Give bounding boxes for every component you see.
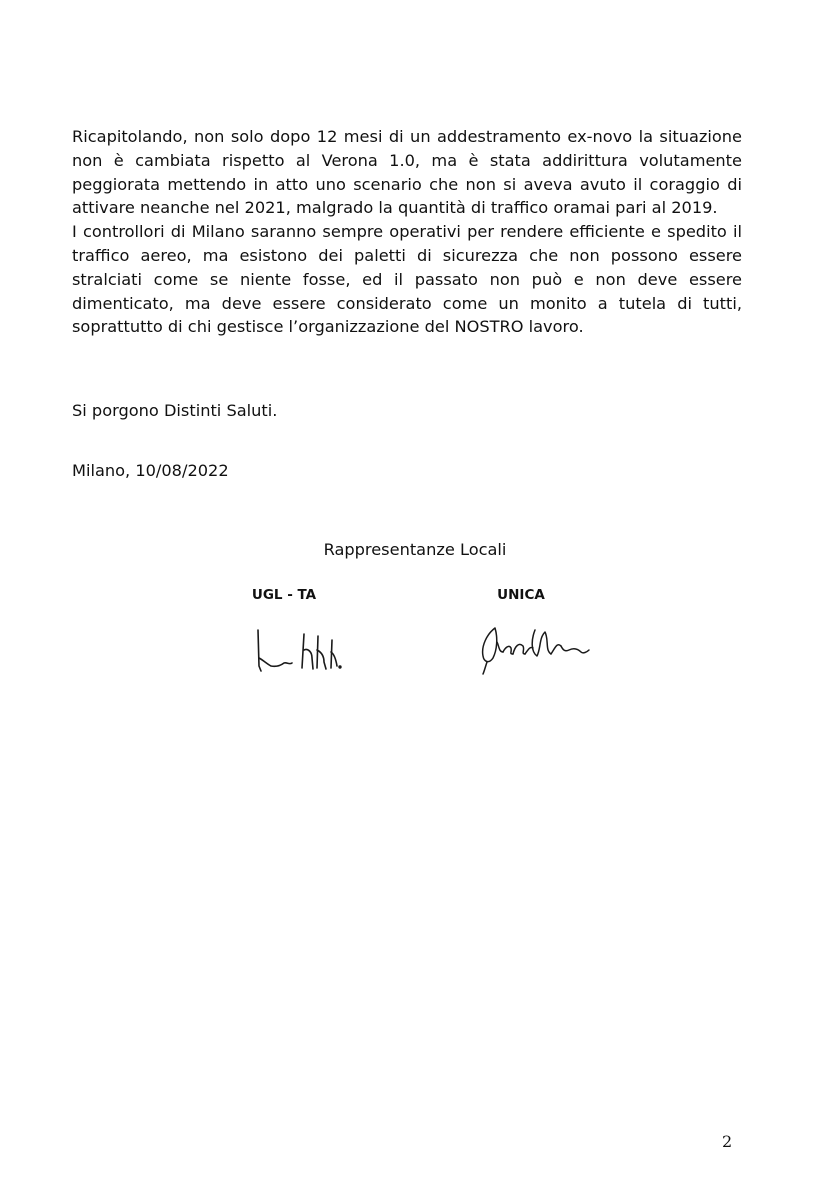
signature-ugl-ta-icon bbox=[240, 622, 350, 677]
signatory-ugl-ta: UGL - TA bbox=[251, 587, 317, 603]
letter-body bbox=[72, 125, 742, 339]
place-and-date: Milano, 10/08/2022 bbox=[72, 461, 229, 480]
page-number: 2 bbox=[722, 1132, 733, 1151]
paragraph-summary: Ricapitolando, non solo dopo 12 mesi di un addestramento ex-novo la situazione non è cambiata rispetto al Verona 1.0, ma è stata addirittura volutamente peggiorata mettendo in atto uno scenario che non si aveva avuto il coraggio di attivare neanche nel 2021, malgrado la quantità di traffico oramai pari al 2019. bbox=[72, 127, 742, 218]
signature-unica-icon bbox=[465, 622, 605, 677]
representatives-heading: Rappresentanze Locali bbox=[323, 540, 507, 559]
closing-salutation: Si porgono Distinti Saluti. bbox=[72, 401, 278, 420]
signatory-unica: UNICA bbox=[497, 587, 545, 603]
paragraph-controllers: I controllori di Milano saranno sempre operativi per rendere efficiente e spedito il traffico aereo, ma esistono dei paletti di sicurezza che non possono essere stralciati come se niente fosse, ed il passato non può e non deve essere dimenticato, ma deve essere considerato come un monito a tutela di tutti, soprattutto di chi gestisce l’organizzazione del NOSTRO lavoro. bbox=[72, 222, 742, 337]
